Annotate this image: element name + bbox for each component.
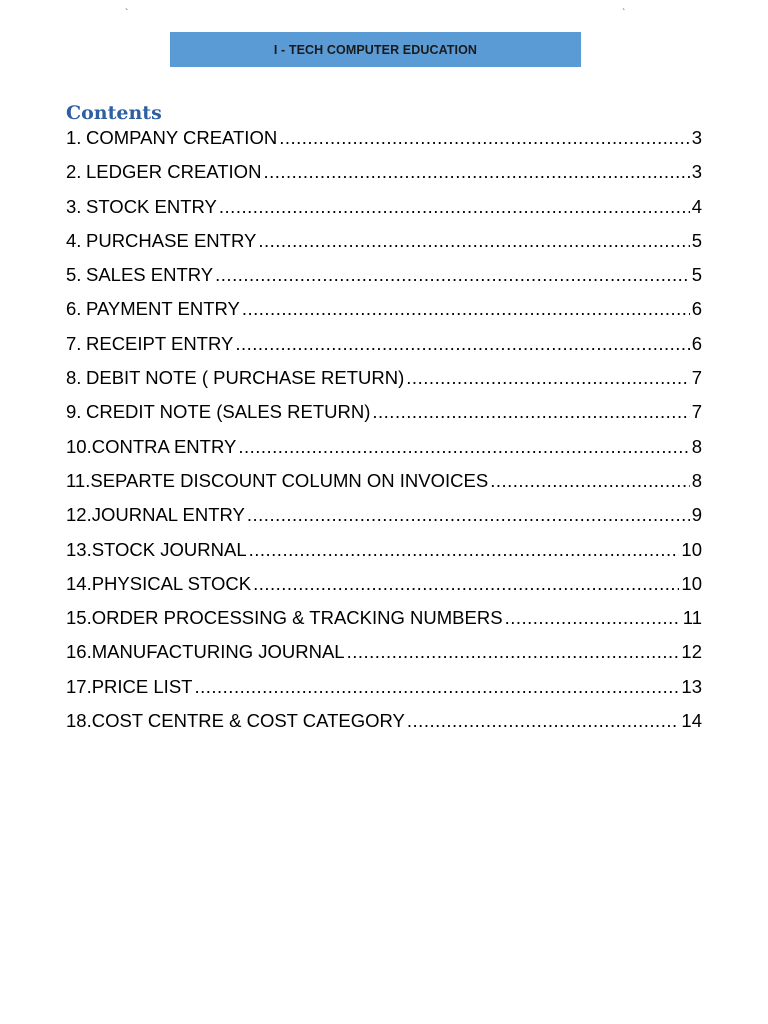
toc-entry[interactable] [66, 230, 702, 264]
toc-entry[interactable] [66, 436, 702, 470]
toc-entry-title: PRICE LIST [91, 675, 193, 697]
toc-entry-page-number: 8 [691, 469, 702, 491]
toc-entry-page-number: 9 [691, 504, 702, 526]
toc-dot-leader [194, 676, 679, 698]
toc-entry[interactable] [66, 367, 702, 401]
toc-entry-title: PAYMENT ENTRY [86, 298, 240, 320]
toc-entry[interactable] [66, 607, 702, 641]
toc-entry[interactable] [66, 504, 702, 538]
toc-entry-page-number: 6 [691, 298, 702, 320]
toc-entry-page-number: 14 [681, 710, 702, 732]
toc-entry[interactable] [66, 298, 702, 332]
toc-entry-number: 8. [66, 367, 82, 389]
toc-entry[interactable] [66, 333, 702, 367]
table-of-contents [66, 127, 702, 744]
corner-mark-right: ` [622, 8, 626, 19]
toc-entry-page-number: 6 [691, 332, 702, 354]
toc-entry-page-number: 11 [682, 607, 702, 629]
toc-dot-leader [263, 161, 689, 183]
header-title: I - TECH COMPUTER EDUCATION [273, 42, 478, 57]
toc-entry-title: STOCK ENTRY [86, 195, 217, 217]
toc-dot-leader [347, 641, 680, 663]
toc-entry-title: STOCK JOURNAL [91, 538, 247, 560]
toc-entry-title: PHYSICAL STOCK [91, 572, 252, 594]
toc-entry-number: 10. [66, 435, 92, 457]
toc-entry-title: ORDER PROCESSING & TRACKING NUMBERS [91, 607, 503, 629]
toc-entry-title: RECEIPT ENTRY [86, 332, 234, 354]
toc-entry[interactable] [66, 539, 702, 573]
toc-entry-number: 2. [66, 161, 82, 183]
toc-entry-number: 4. [66, 229, 82, 251]
toc-entry-title: SEPARTE DISCOUNT COLUMN ON INVOICES [90, 469, 489, 491]
toc-entry-page-number: 10 [681, 572, 702, 594]
toc-entry-number: 6. [66, 298, 82, 320]
toc-entry[interactable] [66, 401, 702, 435]
toc-entry-page-number: 3 [691, 161, 702, 183]
toc-entry-page-number: 7 [691, 401, 702, 423]
header-banner [170, 32, 581, 67]
toc-entry-title: CREDIT NOTE (SALES RETURN) [86, 401, 371, 423]
toc-entry-page-number: 3 [691, 127, 702, 148]
toc-entry[interactable] [66, 161, 702, 195]
toc-entry-title: DEBIT NOTE ( PURCHASE RETURN) [86, 367, 405, 389]
toc-dot-leader [406, 367, 689, 389]
toc-entry-number: 14. [66, 572, 92, 594]
toc-dot-leader [215, 264, 690, 286]
toc-entry-title: PURCHASE ENTRY [86, 229, 257, 251]
toc-dot-leader [253, 573, 679, 595]
toc-dot-leader [219, 196, 690, 218]
toc-dot-leader [372, 401, 689, 423]
toc-entry[interactable] [66, 196, 702, 230]
toc-dot-leader [258, 230, 689, 252]
toc-entry-page-number: 10 [681, 538, 702, 560]
toc-dot-leader [407, 710, 680, 732]
toc-entry[interactable] [66, 710, 702, 744]
toc-entry-title: MANUFACTURING JOURNAL [91, 641, 345, 663]
toc-entry-page-number: 5 [691, 264, 702, 286]
toc-dot-leader [505, 607, 681, 629]
toc-entry-number: 18. [66, 710, 92, 732]
toc-entry-number: 3. [66, 195, 82, 217]
toc-entry-page-number: 13 [681, 675, 702, 697]
toc-entry-title: CONTRA ENTRY [91, 435, 237, 457]
toc-entry[interactable] [66, 676, 702, 710]
toc-entry-number: 9. [66, 401, 82, 423]
toc-entry-title: COMPANY CREATION [86, 127, 278, 148]
toc-dot-leader [279, 127, 690, 149]
toc-dot-leader [242, 298, 690, 320]
toc-entry[interactable] [66, 641, 702, 675]
corner-mark-left: ` [125, 8, 129, 19]
toc-entry[interactable] [66, 573, 702, 607]
toc-entry-number: 1. [66, 127, 82, 148]
toc-entry-page-number: 8 [691, 435, 702, 457]
toc-entry-number: 17. [66, 675, 92, 697]
toc-entry-title: JOURNAL ENTRY [91, 504, 245, 526]
toc-dot-leader [490, 470, 690, 492]
toc-entry[interactable] [66, 127, 702, 161]
toc-entry-page-number: 4 [691, 195, 702, 217]
toc-entry-title: SALES ENTRY [86, 264, 214, 286]
toc-entry-number: 5. [66, 264, 82, 286]
toc-dot-leader [235, 333, 689, 355]
toc-entry-title: LEDGER CREATION [86, 161, 262, 183]
toc-entry-number: 11. [66, 469, 91, 491]
toc-dot-leader [249, 539, 680, 561]
toc-entry[interactable] [66, 264, 702, 298]
toc-entry[interactable] [66, 470, 702, 504]
toc-entry-number: 16. [66, 641, 92, 663]
toc-entry-page-number: 5 [691, 229, 702, 251]
toc-entry-number: 15. [66, 607, 92, 629]
toc-entry-number: 13. [66, 538, 92, 560]
toc-dot-leader [238, 436, 689, 458]
contents-heading: Contents [66, 102, 162, 124]
toc-entry-page-number: 12 [681, 641, 702, 663]
toc-entry-page-number: 7 [691, 367, 702, 389]
toc-dot-leader [247, 504, 690, 526]
toc-entry-title: COST CENTRE & COST CATEGORY [91, 710, 405, 732]
toc-entry-number: 12. [66, 504, 92, 526]
toc-entry-number: 7. [66, 332, 82, 354]
